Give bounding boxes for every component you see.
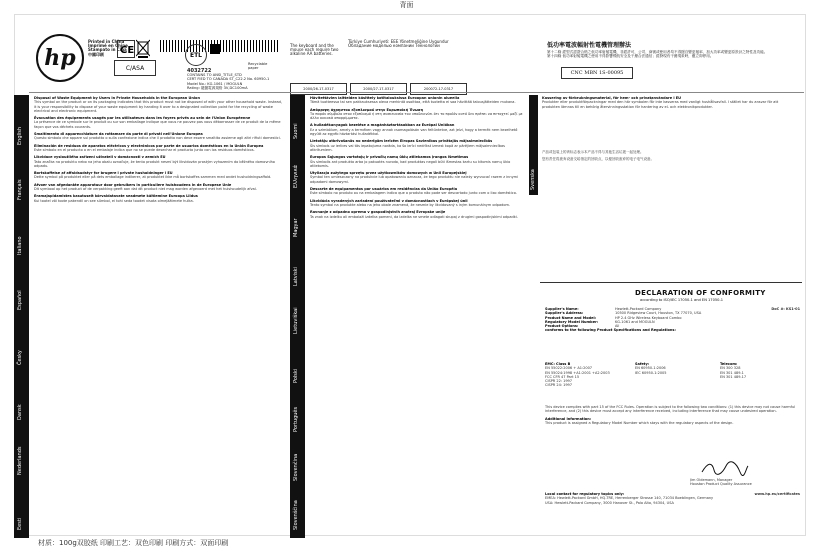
printed-line: Stampato in Cina: [88, 47, 127, 53]
recycling-note: Recyclable paper: [248, 62, 268, 71]
section-title: Utylizacja zużytego sprzętu przez użytkowników domowych w Unii Europejskiej: [310, 171, 467, 176]
safety-item: EN 60950-1:2006: [635, 366, 666, 371]
language-label: Slovenščina: [293, 500, 299, 530]
right-top-section: [542, 96, 797, 136]
page-top-label: 背面: [399, 1, 414, 9]
printed-line: 中國印刷: [88, 51, 104, 57]
field-label: Product Name and Model:: [545, 315, 597, 320]
section-body: This symbol on the product or on its packaging indicates that this product must not be disposed of with your other household waste. Instead, it is your responsibility to dispose of your waste equipment by handing it over to a designated collection point for the recycling of waste electrical and electronic equipment.: [34, 100, 283, 113]
section-title: Likvidácia vyradených zariadení používateľmi v domácnostiach v Európskej únii: [310, 198, 468, 203]
field-value: Hewlett-Packard Company: [615, 307, 662, 311]
additional-body: This product is assigned a Regulatory Model Number which stays with the regulatory aspects of the design.: [545, 420, 734, 425]
telecom-title: Telecom:: [720, 362, 738, 366]
section-title: Évacuation des équipements usagés par les utilisateurs dans les foyers privés au sein de l'Union Européenne: [34, 116, 251, 121]
section-title: Eramajapidamistes kasutuselt kõrvaldatavate seadmete käitlemine Euroopa Liidus: [34, 194, 198, 199]
section-title: Eliminación de residuos de aparatos eléctricos y electrónicos por parte de usuarios domésticos en la Unión Europea: [34, 143, 264, 148]
header-divider: [29, 92, 804, 93]
field-label: Supplier's Address:: [545, 311, 584, 316]
print-spec-label: 材质：100g双胶纸 印刷工艺：双色印刷 印刷方式：双面印刷: [38, 539, 229, 547]
telecom-item: EN 301 489-1: [720, 370, 744, 375]
chinese-paragraph: 您有责任将废弃设备交给指定的回收点，以便回收废弃的电子电气设备。: [542, 157, 654, 162]
language-label: Česky: [17, 350, 23, 365]
section-title: Europos Sąjungos vartotojų ir privačių namų ūkių atliekamos įrangos išmetimas: [310, 155, 469, 160]
section-body: Tämä tuotteessa tai sen pakkauksessa oleva merkintä osoittaa, että tuotetta ei saa hävittää talousjätteiden mukana.: [310, 100, 516, 105]
section-body: Este símbolo en el producto o en el embalaje indica que no se puede desechar el producto junto con los residuos domésticos.: [34, 147, 255, 152]
language-label: Svenska: [530, 169, 536, 190]
section-title: Afvoer van afgedankte apparatuur door gebruikers in particuliere huishoudens in de Europese Unie: [34, 182, 232, 187]
local-contact-title: Local contact for regulatory topics only:: [545, 492, 625, 496]
id-box: 200072-17-0317: [410, 83, 467, 95]
section-body: Produkter eller produktförpackningar med den här symbolen får inte kasseras med vanligt hushållsavfall. I stället har du ansvar för att produkten lämnas till en behörig återvinningsstation för hantering av el- och elektronikprodukter.: [542, 100, 779, 109]
section-title: Disposal of Waste Equipment by Users in Private Households in the European Union: [34, 96, 200, 100]
field-value: 10500 Ridgeview Court, Houston, TX 77070, USA: [615, 311, 702, 316]
language-label: Nederlands: [17, 446, 23, 475]
additional-title: Additional Information:: [545, 416, 592, 421]
signer-block: [690, 478, 800, 490]
conform-line: conforms to the following Product Specifications and Regulations:: [545, 328, 676, 333]
model-line: Model No.: KG-1061 / MOGULN: [187, 81, 243, 86]
section-body: Symbol ten umieszczony na produkcie lub opakowaniu oznacza, że tego produktu nie należy wyrzucać razem z innymi odpadami domowymi.: [310, 175, 519, 184]
chinese-title: 低功率電波輻射性電機管理辦法: [547, 42, 632, 49]
section-body: Dit symbool op het product of de verpakking geeft aan dat dit product niet mag worden afgevoerd met het huishoudelijk afval.: [34, 187, 257, 192]
section-body: Το παρόν σύμβολο στον εξοπλισμό ή στη συσκευασία του υποδεικνύει ότι το προϊόν αυτό δεν πρέπει να πεταχτεί μαζί με άλλα οικιακά απορρίμματα.: [310, 111, 523, 121]
chinese-paragraph: 产品或包装上的该标志表示本产品不得与其他生活垃圾一起处理。: [542, 150, 644, 154]
cert-line: CERT FIED TO CANADA ST_C22.2 No. 60950-1: [187, 77, 270, 82]
section-title: Likvidace vysloužilého zařízení uživateli v domácnosti v zemích EU: [34, 155, 166, 160]
logo-text: hp: [44, 45, 76, 71]
language-label: Dansk: [17, 404, 23, 420]
regulatory-model-block: [187, 69, 287, 90]
language-label: Suomi: [293, 123, 299, 139]
left-column: [34, 96, 284, 536]
section-title: Hävitettävien laitteiden käsittely kotitalouksissa Euroopan unionin alueella: [310, 96, 460, 100]
ce-mark-icon: [117, 40, 135, 58]
emc-item: EN 55024:1998 +A1:2001 +A2:2003: [545, 370, 610, 375]
section-title: Ravnanje z odpadno opremo v gospodinjstvih znotraj Evropske unije: [310, 210, 446, 215]
doc-id: DoC #: KS1-01: [771, 307, 800, 311]
field-value: All: [615, 324, 620, 329]
right-chinese-section: [542, 150, 797, 200]
usa-line: USA: Hewlett-Packard Company, 3000 Hanover St., Palo Alto, 94304, USA: [545, 500, 674, 505]
field-value: HP 2.4 GHz Wireless Keyboard Combo: [615, 315, 682, 320]
section-title: Descarte de equipamentos por usuários em residências da União Européia: [310, 187, 458, 192]
language-label: Eesti: [17, 517, 23, 530]
telecom-list: [720, 362, 798, 402]
telecom-item: EN 301 489-17: [720, 374, 747, 379]
doc-subtitle: according to ISO/IEC 17050-1 and EN 17050-1: [640, 298, 724, 302]
telecom-item: EN 300 328: [720, 366, 741, 371]
emc-mark-icon: [210, 44, 220, 54]
language-label: Slovenčina: [293, 453, 299, 482]
battery-note: The keyboard and the mouse each require two alkaline AA batteries.: [290, 43, 339, 57]
printed-line: Imprimé en Chine: [88, 43, 128, 49]
emc-item: FCC CFR 47 Part 15: [545, 374, 580, 379]
section-body: Kui tootel või toote pakendil on see sümbol, ei tohi seda toodet visata olmejäätmete hulka.: [34, 198, 194, 203]
language-label: Lietuviškai: [293, 307, 299, 335]
signature-icon: [700, 460, 750, 476]
language-label: English: [17, 126, 23, 145]
mid-column: [310, 96, 525, 536]
emea-line: EMEA: Hewlett-Packard GmbH, HQ-TRE, Herrenberger Strasse 140, 71034 Boeblingen, Germany: [545, 496, 714, 501]
section-body: Dette symbol på produktet eller på dets emballage indikerer, at produktet ikke må bortskaffes sammen med andet husholdningsaffald.: [34, 175, 272, 180]
language-label: Latviski: [293, 266, 299, 286]
chinese-body: 第十二條 經型式認證合格之低功率射頻電機，非經許可，公司、商號或使用者均不得擅自變更頻率、加大功率或變更原設計之特性及功能。 第十四條 低功率射頻電機之使用不得影響飛航安全及干擾合法通信；經發現有干擾現象時，應立即停用。: [547, 50, 768, 59]
emc-item: EN 55022:2006 + A1:2007: [545, 366, 593, 371]
turkish-block: [348, 40, 518, 48]
section-body: Ez a szimbólum, amely a terméken vagy annak csomagolásán van feltüntetve, azt jelzi, hogy a termék nem kezelhető együtt az egyéb háztartási hulladékkal.: [310, 127, 518, 137]
section-title: Bortskaffelse af affaldsudstyr for brugere i private husholdninger i EU: [34, 171, 173, 176]
emc-item: CISPR 24: 1997: [545, 383, 573, 388]
id-box: 2000/27-17-0317: [350, 83, 407, 95]
doc-notes-text: This device complies with part 15 of the FCC Rules. Operation is subject to the following two conditions: (1) this device may not cause harmful interference, and (2) this device must accept any interference received, including interference that may cause undesired operation.: [545, 405, 796, 414]
turkish-title: Türkiye Cumhuriyeti: EEE Yönetmeliğine Uygundur: [348, 39, 449, 44]
etl-mark-icon: ETL: [185, 44, 207, 66]
signer-title: Houston Product Quality Assurance: [690, 482, 752, 487]
emc-list: [545, 362, 630, 402]
language-label: Español: [17, 290, 23, 310]
field-label: Regulatory Model Number:: [545, 319, 599, 324]
c-tick-mark: C/ASA: [114, 60, 156, 76]
language-label: Português: [293, 407, 299, 433]
hp-logo: [36, 34, 84, 82]
field-value: KG-1061 and MOGULN: [615, 319, 655, 324]
emc-title: EMC: Class B: [545, 362, 571, 366]
ncc-code-box: CNC MBN 1S-00095: [561, 67, 633, 79]
russian-line: Обладание моделью компании Текнологии: [348, 43, 440, 49]
field-label: Supplier's Name:: [545, 307, 579, 311]
safety-item: IEC 60950-1:2005: [635, 370, 667, 375]
language-label: Français: [17, 179, 23, 200]
id-box: 2000/26-17-0317: [290, 83, 347, 95]
section-title: Smaltimento di apparecchiature da rottamare da parte di privati nell'Unione Europea: [34, 132, 203, 137]
section-title: A hulladékanyagok kezelése a magánháztartásokban az Európai Unióban: [310, 123, 455, 128]
section-body: Este símbolo no produto ou na embalagem indica que o produto não pode ser descartado junto com o lixo doméstico.: [310, 191, 517, 196]
section-body: Tento symbol na produkte alebo na jeho obale znamená, že nesmie by likvidovaný s iným komunálnym odpadom.: [310, 202, 511, 207]
id-box-row: [290, 83, 467, 95]
safety-list: [635, 362, 715, 402]
emc-item: CISPR 22: 1997: [545, 379, 573, 384]
part-number: 4032722: [187, 68, 212, 74]
section-body: Ta znak na izdelku ali embalaži izdelka pomeni, da izdelka ne smete odlagati skupaj z drugimi gospodinjskimi odpadki.: [310, 214, 518, 219]
canada-line: CONTAINS TO ANSI_TITLE_STD: [187, 73, 242, 78]
language-label: Magyar: [293, 218, 299, 237]
local-contact-block: [545, 492, 800, 528]
safety-title: Safety:: [635, 362, 650, 366]
printed-line: Printed in China: [88, 39, 125, 44]
local-contact-url: www.hp.eu/certificates: [754, 492, 800, 496]
language-label: Polski: [293, 369, 299, 384]
signer-name: Jim Oldemann, Manager: [690, 478, 733, 482]
section-body: La présence de ce symbole sur le produit ou sur son emballage indique que vous ne pouvez pas vous débarrasser de ce produit de la même façon que vos déchets courants.: [34, 120, 281, 129]
field-label: Product Options:: [545, 324, 579, 329]
doc-title: DECLARATION OF CONFORMITY: [635, 289, 766, 297]
section-title: Lietotāju atbrīvošanās no nederīgām ierīcēm Eiropas Savienības privātajās mājsaimniecībās: [310, 139, 493, 144]
language-label: Ελληνικά: [293, 164, 299, 188]
recycle-strip-icon: [160, 40, 280, 52]
weee-bin-icon: [136, 38, 150, 58]
rating-line: Rating: 鍵盤電源規格 3V,DC100mA: [187, 85, 248, 90]
doc-fields: [545, 307, 800, 367]
language-label: Italiano: [17, 236, 23, 255]
doc-notes: [545, 405, 800, 445]
section-body: Šis simbolis ant produkto arba jo pakuotės nurodo, kad produktas negali būti išmestas kartu su kitomis namų ūkio atliekomis.: [310, 159, 511, 168]
section-title: Kassering av förbrukningsmaterial, för hem- och privatanvändare i EU: [542, 96, 682, 100]
svg-text:CE: CE: [120, 45, 134, 56]
section-body: Šis simbols uz ierīces vai tās iepakojuma norāda, ka šo ierīci nedrīkst izmest kopā ar pārējiem mājsaimniecības atkritumiem.: [310, 143, 505, 152]
section-body: Questo simbolo che appare sul prodotto o sulla confezione indica che il prodotto non deve essere smaltito assieme agli altri rifiuti domestici.: [34, 136, 281, 141]
section-title: Απόρριψη άχρηστου εξοπλισμού στην Ευρωπαϊκή Ένωση: [310, 107, 424, 112]
section-body: Tato značka na produktu nebo na jeho obalu označuje, že tento produkt nesmí být likvidován prostým vyhozením do běžného domovního odpadu.: [34, 159, 275, 168]
